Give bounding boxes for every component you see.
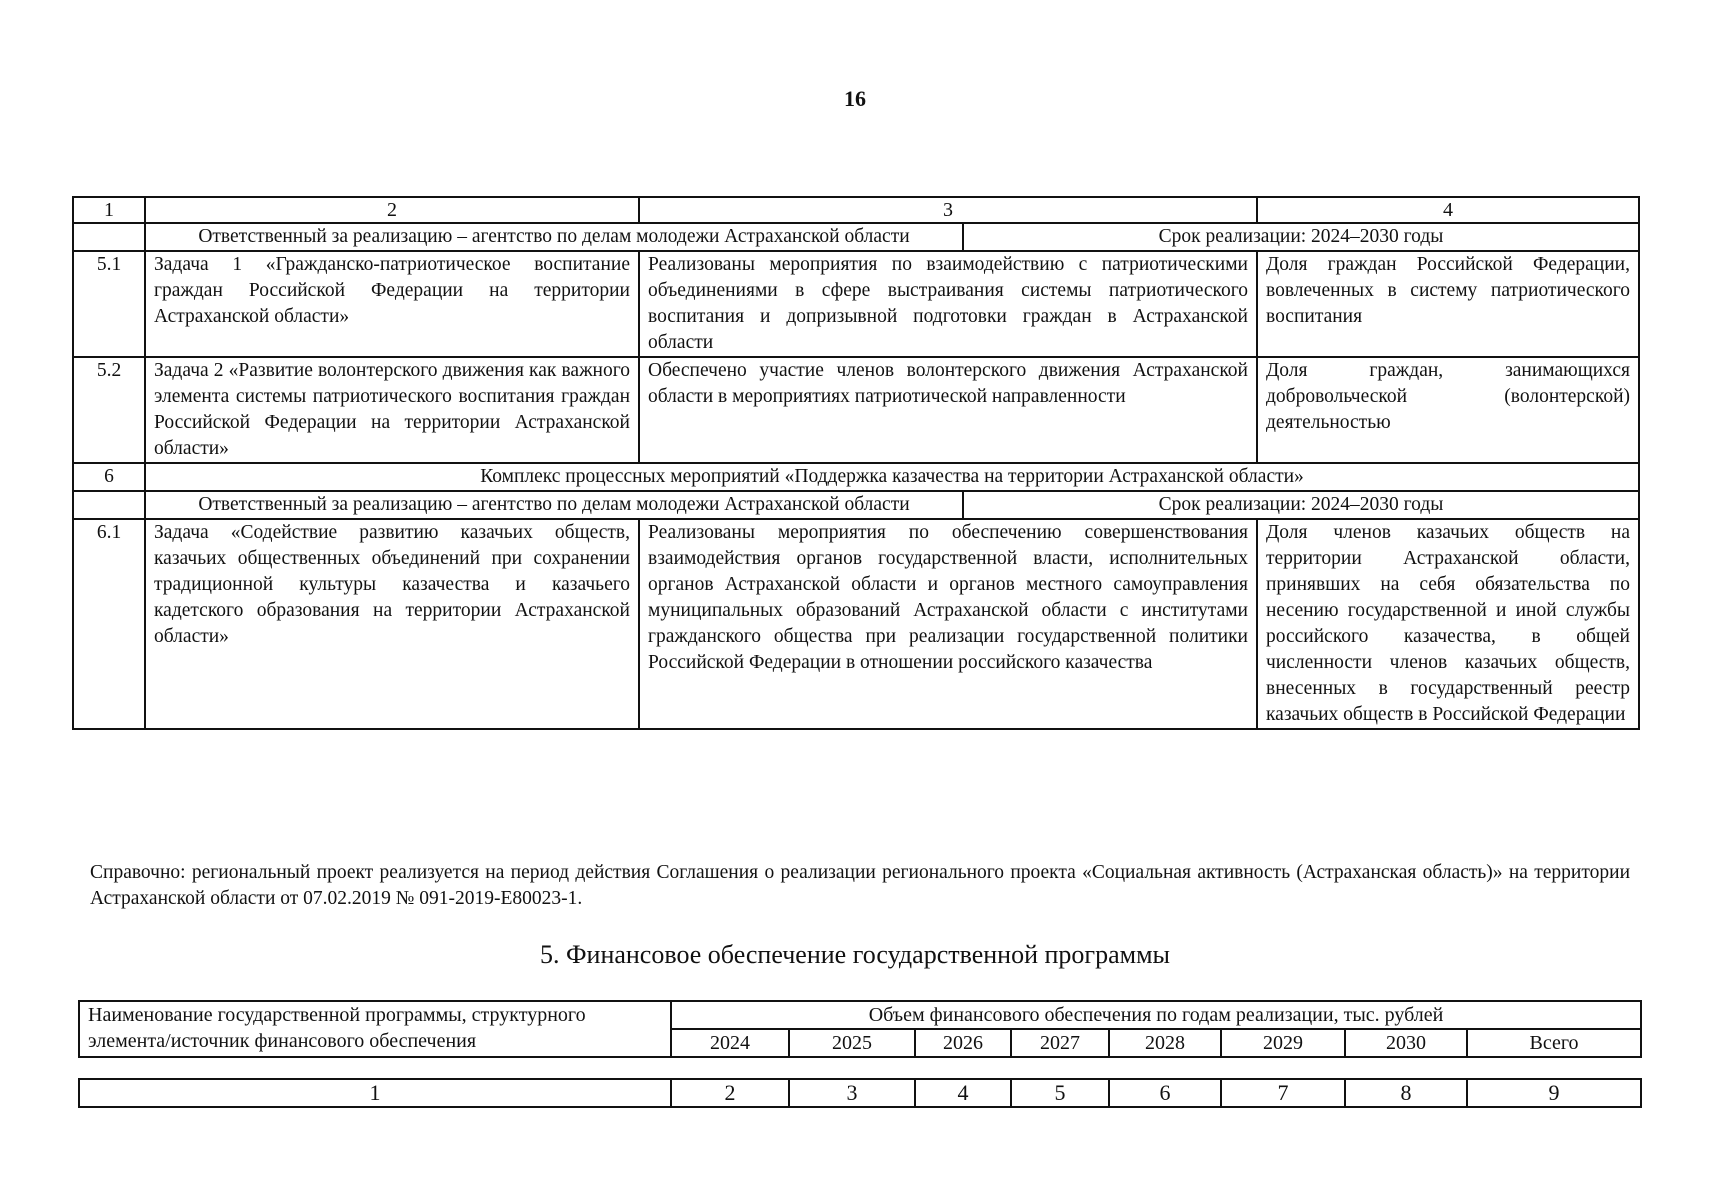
responsibility-cell: [145, 223, 1639, 251]
empty-cell: [73, 223, 145, 251]
indicator-cell: Доля членов казачьих обществ на территории Астраханской области, принявших на себя обязательства по несению государственной и иной службы российского казачества, в общей численности членов казачьих обществ, внесенных в государственный реестр казачьих обществ в Российской Федерации: [1257, 519, 1639, 729]
column-number: 2: [145, 197, 639, 223]
year-header: 2025: [789, 1029, 915, 1057]
column-number: 3: [789, 1079, 915, 1107]
table-row: [73, 357, 1639, 463]
complex-title-row: [73, 463, 1639, 491]
year-header: 2024: [671, 1029, 789, 1057]
responsibility-row: [73, 223, 1639, 251]
tasks-table: [72, 196, 1640, 730]
year-header: 2026: [915, 1029, 1011, 1057]
row-number: 6.1: [73, 519, 145, 729]
financing-header-table: [78, 1000, 1642, 1058]
column-number: 1: [79, 1079, 671, 1107]
year-header: 2030: [1345, 1029, 1467, 1057]
column-number: 3: [639, 197, 1257, 223]
indicator-cell: Доля граждан Российской Федерации, вовлеченных в систему патриотического воспитания: [1257, 251, 1639, 357]
column-number: 5: [1011, 1079, 1109, 1107]
implementation-term: Срок реализации: 2024–2030 годы: [1158, 494, 1444, 515]
table-row: [73, 251, 1639, 357]
financing-header-row: [79, 1001, 1641, 1029]
column-number: 4: [915, 1079, 1011, 1107]
empty-cell: [73, 491, 145, 519]
year-header: 2029: [1221, 1029, 1345, 1057]
page-number: 16: [844, 86, 866, 111]
column-number-row: [73, 197, 1639, 223]
column-number: 1: [73, 197, 145, 223]
total-header: Всего: [1467, 1029, 1641, 1057]
responsibility-row: [73, 491, 1639, 519]
column-number: 9: [1467, 1079, 1641, 1107]
column-number: 4: [1257, 197, 1639, 223]
row-number: 6: [73, 463, 145, 491]
section-title: 5. Финансовое обеспечение государственной программы: [539, 940, 1171, 969]
responsible-agency: Ответственный за реализацию – агентство по делам молодежи Астраханской области: [146, 224, 964, 250]
task-cell: Задача «Содействие развитию казачьих обществ, казачьих общественных объединений при сохранении традиционной культуры казачества и казачьего кадетского образования на территории Астраханской области»: [145, 519, 639, 729]
implementation-term: Срок реализации: 2024–2030 годы: [1158, 226, 1444, 247]
year-header: 2027: [1011, 1029, 1109, 1057]
row-number: 5.1: [73, 251, 145, 357]
complex-title: Комплекс процессных мероприятий «Поддержка казачества на территории Астраханской области»: [145, 463, 1639, 491]
task-cell: Задача 2 «Развитие волонтерского движения как важного элемента системы патриотического воспитания граждан Российской Федерации на территории Астраханской области»: [145, 357, 639, 463]
row-number: 5.2: [73, 357, 145, 463]
column-number: 8: [1345, 1079, 1467, 1107]
column-number: 7: [1221, 1079, 1345, 1107]
column-number: 6: [1109, 1079, 1221, 1107]
volume-header: Объем финансового обеспечения по годам реализации, тыс. рублей: [671, 1001, 1641, 1029]
task-cell: Задача 1 «Гражданско-патриотическое воспитание граждан Российской Федерации на территории Астраханской области»: [145, 251, 639, 357]
year-header: 2028: [1109, 1029, 1221, 1057]
result-cell: Реализованы мероприятия по обеспечению совершенствования взаимодействия органов государственной власти, исполнительных органов Астраханской области и органов местного самоуправления муниципальных образований Астраханской области с институтами гражданского общества при реализации государственной политики Российской Федерации в отношении российского казачества: [639, 519, 1257, 729]
responsible-agency: Ответственный за реализацию – агентство по делам молодежи Астраханской области: [146, 492, 964, 518]
column-number: 2: [671, 1079, 789, 1107]
name-header: Наименование государственной программы, структурного элемента/источник финансового обеспечения: [79, 1001, 671, 1057]
column-number-row: [79, 1079, 1641, 1107]
financing-column-numbers: [78, 1078, 1642, 1108]
responsibility-cell: [145, 491, 1639, 519]
table-row: [73, 519, 1639, 729]
reference-note: Справочно: региональный проект реализуется на период действия Соглашения о реализации регионального проекта «Социальная активность (Астраханская область)» на территории Астраханской области от 07.02.2019 № 091-2019-Е80023-1.: [90, 862, 1630, 909]
result-cell: Обеспечено участие членов волонтерского движения Астраханской области в мероприятиях патриотической направленности: [639, 357, 1257, 463]
result-cell: Реализованы мероприятия по взаимодействию с патриотическими объединениями в сфере выстраивания системы патриотического воспитания и допризывной подготовки граждан в Астраханской области: [639, 251, 1257, 357]
indicator-cell: Доля граждан, занимающихся добровольческой (волонтерской) деятельностью: [1257, 357, 1639, 463]
